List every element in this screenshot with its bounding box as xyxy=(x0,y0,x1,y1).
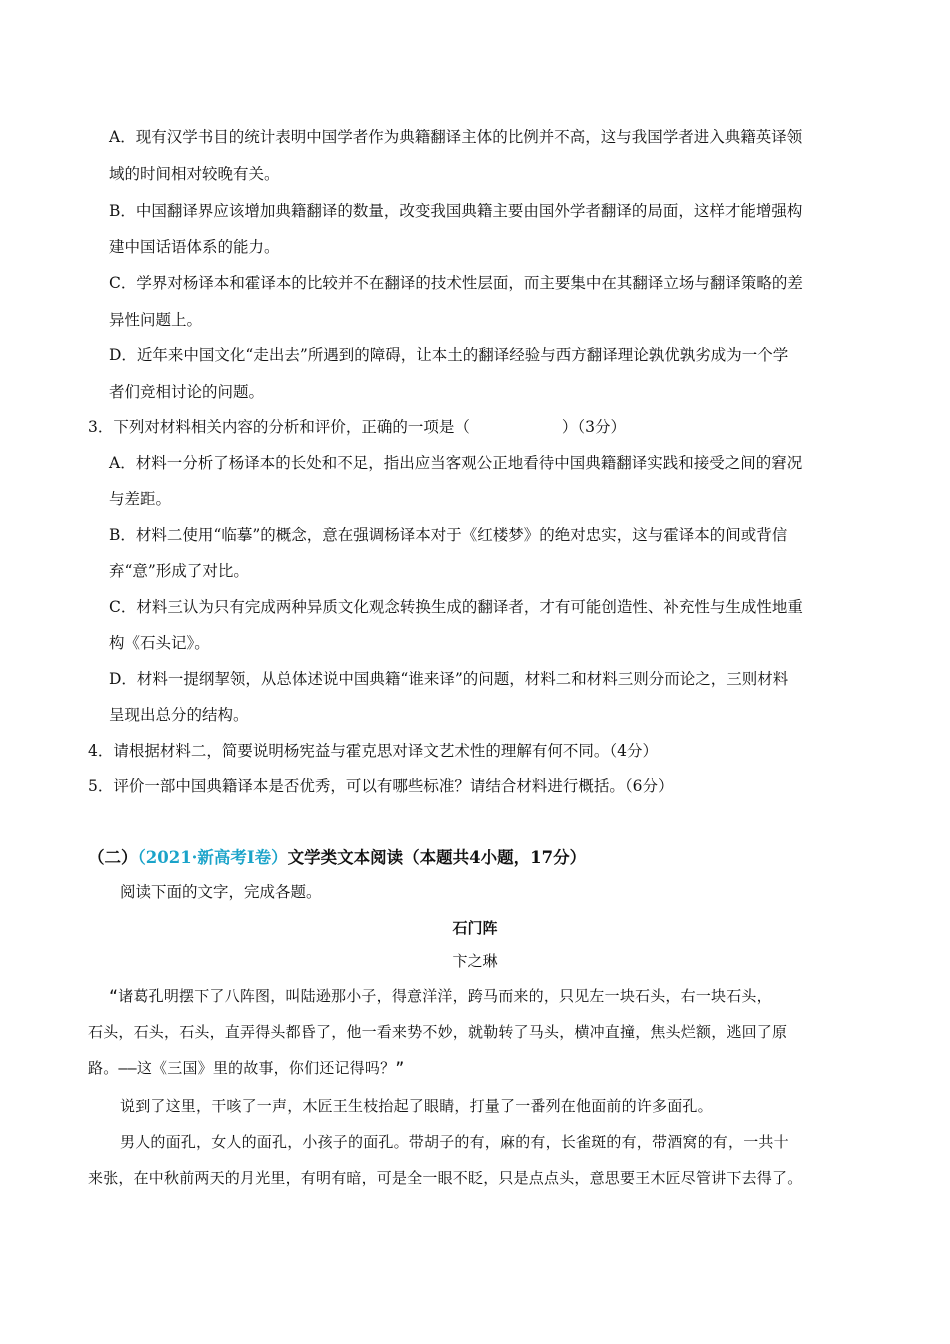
q3-option-a-line2: 与差距。 xyxy=(109,490,172,508)
q3-option-d-line1: D．材料一提纲挈领，从总体述说中国典籍“谁来译”的问题，材料二和材料三则分而论之，三则材料 xyxy=(109,670,789,688)
q2-option-d-line2: 者们竞相讨论的问题。 xyxy=(109,383,265,401)
q3-option-b-line1: B．材料二使用“临摹”的概念，意在强调杨译本对于《红楼梦》的绝对忠实，这与霍译本的间或背信 xyxy=(109,526,788,544)
q3-option-b-line2: 弃“意”形成了对比。 xyxy=(109,562,249,580)
q3-stem xyxy=(88,416,626,438)
story-paragraph-2: 说到了这里，干咳了一声，木匠王生枝抬起了眼睛，打量了一番列在他面前的许多面孔。 xyxy=(120,1097,713,1115)
q2-option-a-line2: 域的时间相对较晚有关。 xyxy=(109,165,280,183)
story-paragraph-3-line2: 来张，在中秋前两天的月光里，有明有暗，可是全一眼不眨，只是点点头，意思要王木匠尽管讲下去得了。 xyxy=(88,1169,803,1187)
q2-option-b-line2: 建中国话语体系的能力。 xyxy=(109,238,280,256)
section-title: 文学类文本阅读（本题共4小题，17分） xyxy=(287,848,587,867)
story-author: 卞之琳 xyxy=(452,952,498,970)
section-heading xyxy=(88,847,586,869)
q3-option-d-line2: 呈现出总分的结构。 xyxy=(109,706,249,724)
q3-option-c-line1: C．材料三认为只有完成两种异质文化观念转换生成的翻译者，才有可能创造性、补充性与生成性地重 xyxy=(109,598,803,616)
q2-option-c-line2: 异性问题上。 xyxy=(109,311,203,329)
q3-option-a-line1: A．材料一分析了杨译本的长处和不足，指出应当客观公正地看待中国典籍翻译实践和接受之间的窘况 xyxy=(109,454,803,472)
section-source: （2021·新高考Ⅰ卷） xyxy=(137,848,288,867)
story-paragraph-1-line3: 路。——这《三国》里的故事，你们还记得吗？” xyxy=(88,1059,405,1077)
section-prefix: （二） xyxy=(88,848,138,867)
q3-stem-text: 3．下列对材料相关内容的分析和评价，正确的一项是（ xyxy=(88,418,470,436)
reading-instruction: 阅读下面的文字，完成各题。 xyxy=(120,883,322,901)
q3-points: ）（3分） xyxy=(561,418,626,436)
story-paragraph-1-line2: 石头，石头，石头，直弄得头都昏了，他一看来势不妙，就勒转了马头，横冲直撞，焦头烂额，逃回了原 xyxy=(88,1023,788,1041)
story-paragraph-1-line1: “诸葛孔明摆下了八阵图，叫陆逊那小子，得意洋洋，跨马而来的，只见左一块石头，右一块石头， xyxy=(109,987,772,1005)
q2-option-b-line1: B．中国翻译界应该增加典籍翻译的数量，改变我国典籍主要由国外学者翻译的局面，这样才能增强构 xyxy=(109,202,803,220)
question-5: 5．评价一部中国典籍译本是否优秀，可以有哪些标准？请结合材料进行概括。（6分） xyxy=(88,777,674,795)
q3-option-c-line2: 构《石头记》。 xyxy=(109,634,210,652)
question-4: 4．请根据材料二，简要说明杨宪益与霍克思对译文艺术性的理解有何不同。（4分） xyxy=(88,742,658,760)
q2-option-d-line1: D．近年来中国文化“走出去”所遇到的障碍，让本土的翻译经验与西方翻译理论孰优孰劣成为一个学 xyxy=(109,346,789,364)
story-title: 石门阵 xyxy=(452,919,498,937)
q2-option-a-line1: A．现有汉学书目的统计表明中国学者作为典籍翻译主体的比例并不高，这与我国学者进入典籍英译领 xyxy=(109,128,803,146)
q2-option-c-line1: C．学界对杨译本和霍译本的比较并不在翻译的技术性层面，而主要集中在其翻译立场与翻译策略的差 xyxy=(109,274,803,292)
story-paragraph-3-line1: 男人的面孔，女人的面孔，小孩子的面孔。带胡子的有，麻的有，长雀斑的有，带酒窝的有，一共十 xyxy=(120,1133,789,1151)
